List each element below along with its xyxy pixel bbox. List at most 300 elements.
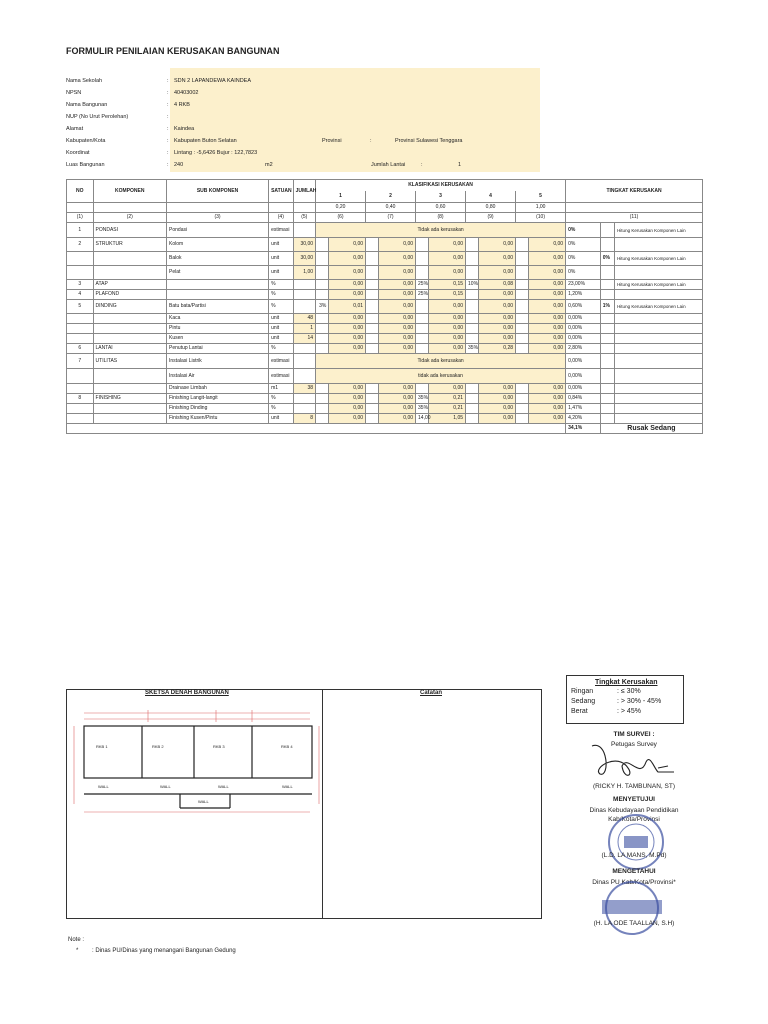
info-label: Nama Sekolah (66, 78, 103, 84)
cell-komponen (93, 369, 166, 384)
cell-percent (466, 404, 479, 414)
cell-no: 8 (67, 394, 94, 404)
cell-value: 0,00 (329, 404, 366, 414)
cell-percent (316, 252, 329, 266)
weight-cell: 1,00 (516, 203, 566, 213)
table-row (67, 223, 703, 238)
cell-percent (366, 314, 379, 324)
table-row (67, 238, 703, 252)
cell-jumlah (293, 354, 315, 369)
cell-tingkat-sum (600, 384, 614, 394)
cell-tingkat-sum: 0% (600, 252, 614, 266)
cell-sub: Instalasi Air (167, 369, 269, 384)
cell-no: 6 (67, 344, 94, 354)
cell-jumlah: 8 (293, 414, 315, 424)
cell-hitung (615, 404, 703, 414)
cell-komponen: PLAFOND (93, 290, 166, 300)
cell-tingkat: 23,00% (566, 280, 601, 290)
cell-satuan: m1 (269, 384, 293, 394)
cell-tingkat: 0,00% (566, 354, 601, 369)
cell-value: 0,00 (479, 394, 516, 404)
cell-tingkat: 0,00% (566, 384, 601, 394)
cell-value: 0,21 (429, 394, 466, 404)
cell-tingkat-sum (600, 223, 614, 238)
cell-percent (416, 324, 429, 334)
mengetahui: MENGETAHUI (612, 868, 656, 875)
cell-sub: Pelat (167, 266, 269, 280)
cell-tingkat: 0,00% (566, 369, 601, 384)
cell-value: 0,00 (379, 344, 416, 354)
cell-percent: 35% (416, 394, 429, 404)
table-row (67, 394, 703, 404)
cell-value: 0,00 (429, 300, 466, 314)
col-jumlah: JUMLAH (293, 180, 315, 203)
cell-sub: Instalasi Listrik (167, 354, 269, 369)
cell-percent (466, 324, 479, 334)
cell-percent (366, 300, 379, 314)
cell-jumlah: 30,00 (293, 238, 315, 252)
col-number: (10) (516, 213, 566, 223)
cell-value: 0,00 (529, 314, 566, 324)
dinas-pendidikan: Dinas Kebudayaan Pendidikan (589, 807, 679, 814)
cell-percent (316, 394, 329, 404)
cell-percent (416, 344, 429, 354)
cell-jumlah: 48 (293, 314, 315, 324)
cell-hitung (615, 344, 703, 354)
cell-value: 0,00 (329, 324, 366, 334)
catatan-title: Catatan (420, 690, 443, 696)
cell-percent (466, 334, 479, 344)
info-label: Kabupaten/Kota (66, 138, 106, 144)
cell-jumlah: 1 (293, 324, 315, 334)
svg-text:WALL: WALL (98, 784, 109, 789)
cell-sub: Finishing Langit-langit (167, 394, 269, 404)
cell-tingkat: 1,20% (566, 290, 601, 300)
cell-percent (466, 384, 479, 394)
cell-value: 0,00 (329, 384, 366, 394)
cell-value: 0,15 (429, 290, 466, 300)
cell-komponen (93, 252, 166, 266)
cell-value: 0,00 (329, 394, 366, 404)
cell-hitung (615, 414, 703, 424)
info-label: NUP (No Urut Perolehan) (66, 114, 129, 120)
col-number: (2) (93, 213, 166, 223)
cell-percent (466, 238, 479, 252)
cell-tingkat-sum (600, 314, 614, 324)
info-value: Kabupaten Buton Selatan (174, 138, 237, 144)
cell-hitung (615, 354, 703, 369)
table-row (67, 344, 703, 354)
info-value: 4 RKB (174, 102, 190, 108)
cell-value: 0,01 (329, 300, 366, 314)
col-klasifikasi: KLASIFIKASI KERUSAKAN (316, 180, 566, 192)
cell-jumlah (293, 369, 315, 384)
cell-percent (466, 300, 479, 314)
cell-hitung (615, 334, 703, 344)
cell-tingkat: 1,47% (566, 404, 601, 414)
approver-name: (L.D. LA MANS, M.Pd) (601, 852, 667, 859)
cell-percent (366, 252, 379, 266)
cell-value: 0,00 (379, 238, 416, 252)
cell-value: 0,00 (329, 290, 366, 300)
level-header: 2 (366, 191, 416, 203)
cell-merged: Tidak ada kerusakan (316, 354, 566, 369)
cell-value: 0,00 (329, 280, 366, 290)
cell-percent (416, 238, 429, 252)
cell-value: 0,00 (429, 344, 466, 354)
cell-komponen (93, 334, 166, 344)
cell-value: 0,00 (429, 314, 466, 324)
cell-percent (316, 314, 329, 324)
cell-percent (366, 414, 379, 424)
dinas-pu: Dinas PU Kab/Kota/Provinsi* (592, 879, 676, 886)
cell-no (67, 334, 94, 344)
cell-komponen (93, 404, 166, 414)
cell-value: 0,00 (329, 344, 366, 354)
cell-percent (316, 414, 329, 424)
cell-percent (366, 404, 379, 414)
weight-cell: 0,60 (416, 203, 466, 213)
cell-percent (316, 266, 329, 280)
cell-satuan: % (269, 290, 293, 300)
table-row (67, 252, 703, 266)
cell-value: 0,00 (379, 324, 416, 334)
cell-merged: tidak ada kerusakan (316, 369, 566, 384)
cell-satuan: % (269, 280, 293, 290)
cell-jumlah: 38 (293, 384, 315, 394)
cell-jumlah (293, 290, 315, 300)
info-label: Alamat (66, 126, 84, 132)
table-row (67, 290, 703, 300)
cell-percent (516, 384, 529, 394)
cell-tingkat-sum (600, 344, 614, 354)
cell-percent (516, 334, 529, 344)
cell-value: 0,00 (529, 252, 566, 266)
school-info: Nama Sekolah : SDN 2 LAPANDEWA KAINDEA NPSN : 40403002 Nama Bangunan : 4 RKB NUP (No Urut Perolehan) : Alamat : Kaindea Kabupaten/Kota : Kabupaten Buton Selatan Koordinat : Lintang : -5,6426 Bujur : 122,7823 Luas Bangunan : 240 Provinsi : Provinsi Sulawesi Tenggara m2 Jumlah Lantai : 1 (66, 66, 540, 172)
cell-value: 0,00 (479, 238, 516, 252)
cell-value: 0,15 (429, 280, 466, 290)
cell-sub: Kolom (167, 238, 269, 252)
cell-percent (366, 290, 379, 300)
cell-value: 1,05 (429, 414, 466, 424)
cell-sub (167, 280, 269, 290)
info-value: Lintang : -5,6426 Bujur : 122,7823 (174, 150, 258, 156)
cell-value: 0,00 (479, 404, 516, 414)
svg-text:WALL: WALL (282, 784, 293, 789)
cell-komponen: FINISHING (93, 394, 166, 404)
cell-tingkat-sum (600, 290, 614, 300)
cell-no: 4 (67, 290, 94, 300)
room-label: RKB 1 (96, 744, 108, 749)
cell-tingkat-sum (600, 354, 614, 369)
cell-komponen: DINDING (93, 300, 166, 314)
weight-cell: 0,40 (366, 203, 416, 213)
cell-jumlah (293, 223, 315, 238)
cell-hitung (615, 394, 703, 404)
cell-no (67, 324, 94, 334)
cell-tingkat-sum (600, 334, 614, 344)
cell-value: 0,00 (529, 404, 566, 414)
col-number: (4) (269, 213, 293, 223)
cell-value: 0,00 (379, 300, 416, 314)
cell-percent (366, 394, 379, 404)
level-header: 1 (316, 191, 366, 203)
col-number: (9) (466, 213, 516, 223)
cell-tingkat: 0,00% (566, 334, 601, 344)
cell-no: 1 (67, 223, 94, 238)
form-title: FORMULIR PENILAIAN KERUSAKAN BANGUNAN (66, 46, 280, 56)
room-label: RKB 3 (213, 744, 225, 749)
cell-no (67, 369, 94, 384)
cell-tingkat: 0% (566, 266, 601, 280)
col-number: (3) (167, 213, 269, 223)
cell-value: 0,00 (529, 290, 566, 300)
level-header: 5 (516, 191, 566, 203)
petugas-name: (RICKY H. TAMBUNAN, ST) (593, 783, 675, 790)
cell-value: 0,00 (479, 334, 516, 344)
cell-percent: 10% (466, 280, 479, 290)
luas-unit: m2 (265, 162, 273, 168)
cell-percent (516, 280, 529, 290)
cell-hitung (615, 369, 703, 384)
cell-value: 0,00 (479, 314, 516, 324)
cell-value: 0,00 (329, 314, 366, 324)
cell-satuan: unit (269, 252, 293, 266)
cell-tingkat: 0% (566, 223, 601, 238)
info-value: Kaindea (174, 126, 195, 132)
info-value: 240 (174, 162, 184, 168)
col-tingkat: TINGKAT KERUSAKAN (566, 180, 703, 203)
cell-value: 0,00 (529, 266, 566, 280)
cell-value: 0,21 (429, 404, 466, 414)
cell-tingkat: 0% (566, 252, 601, 266)
col-number: (8) (416, 213, 466, 223)
cell-percent (466, 266, 479, 280)
cell-value: 0,00 (529, 414, 566, 424)
level-header: 3 (416, 191, 466, 203)
note-star: * (76, 948, 79, 954)
cell-sub: Penutup Lantai (167, 344, 269, 354)
cell-tingkat: 0,60% (566, 300, 601, 314)
jumlah-lantai-value: 1 (458, 162, 462, 168)
cell-value: 0,00 (379, 414, 416, 424)
cell-satuan: estimasi (269, 354, 293, 369)
cell-value: 0,00 (479, 266, 516, 280)
cell-value: 0,00 (329, 414, 366, 424)
cell-satuan: unit (269, 238, 293, 252)
cell-percent (366, 384, 379, 394)
cell-percent (516, 324, 529, 334)
cell-komponen (93, 266, 166, 280)
cell-tingkat-sum (600, 414, 614, 424)
cell-satuan: % (269, 404, 293, 414)
cell-satuan: unit (269, 334, 293, 344)
room-label: RKB 2 (152, 744, 164, 749)
weight-cell: 0,80 (466, 203, 516, 213)
cell-value: 0,00 (429, 384, 466, 394)
cell-percent (466, 394, 479, 404)
cell-satuan: % (269, 300, 293, 314)
room-label: RKB 4 (281, 744, 293, 749)
cell-jumlah: 30,00 (293, 252, 315, 266)
cell-komponen (93, 314, 166, 324)
table-row (67, 266, 703, 280)
cell-percent (516, 414, 529, 424)
damage-table (66, 179, 703, 434)
cell-value: 0,00 (529, 394, 566, 404)
cell-value: 0,00 (329, 238, 366, 252)
damage-legend: Tingkat Kerusakan Ringan : ≤ 30% Sedang : > 30% - 45% Berat : > 45% (566, 675, 684, 724)
table-row (67, 384, 703, 394)
cell-value: 0,00 (479, 300, 516, 314)
cell-value: 0,00 (379, 252, 416, 266)
cell-jumlah: 14 (293, 334, 315, 344)
cell-sub: Kusen (167, 334, 269, 344)
cell-percent (316, 324, 329, 334)
cell-no (67, 266, 94, 280)
cell-value: 0,00 (529, 384, 566, 394)
cell-hitung: Hitung Kerusakan Komponen Lain (615, 223, 703, 238)
cell-sub: Finishing Dinding (167, 404, 269, 414)
cell-value: 0,00 (429, 266, 466, 280)
cell-percent: 35% (466, 344, 479, 354)
provinsi-label: Provinsi (322, 138, 342, 144)
cell-sub: Kaca (167, 314, 269, 324)
cell-tingkat-sum (600, 280, 614, 290)
cell-satuan: estimasi (269, 369, 293, 384)
cell-sub (167, 290, 269, 300)
signature-1 (588, 738, 680, 784)
cell-komponen: LANTAI (93, 344, 166, 354)
table-row (67, 324, 703, 334)
cell-hitung: Hitung Kerusakan Komponen Lain (615, 300, 703, 314)
cell-sub: Balok (167, 252, 269, 266)
cell-value: 0,00 (529, 334, 566, 344)
col-number: (7) (366, 213, 416, 223)
cell-value: 0,00 (479, 384, 516, 394)
info-value: 40403002 (174, 90, 199, 96)
cell-hitung (615, 290, 703, 300)
cell-hitung (615, 324, 703, 334)
cell-tingkat: 2,80% (566, 344, 601, 354)
cell-value: 0,00 (479, 324, 516, 334)
info-value: SDN 2 LAPANDEWA KAINDEA (174, 78, 252, 84)
cell-value: 0,00 (379, 394, 416, 404)
stamp-2 (590, 880, 674, 940)
note-label: Note : (68, 937, 85, 943)
col-komponen: KOMPONEN (93, 180, 166, 203)
cell-jumlah (293, 300, 315, 314)
cell-value: 0,00 (379, 290, 416, 300)
cell-value: 0,00 (329, 334, 366, 344)
cell-percent (516, 394, 529, 404)
info-label: Luas Bangunan (66, 162, 105, 168)
acknowledger-name: (H. LA ODE TAALLAN, S.H) (593, 920, 675, 927)
cell-value: 0,00 (529, 324, 566, 334)
dinas-pendidikan-level: Kab/Kota/Provinsi (608, 816, 660, 823)
cell-hitung (615, 314, 703, 324)
table-row (67, 280, 703, 290)
cell-tingkat-sum (600, 266, 614, 280)
cell-tingkat-sum (600, 394, 614, 404)
cell-tingkat: 0,00% (566, 324, 601, 334)
petugas-label: Petugas Survey (611, 741, 657, 748)
cell-value: 0,00 (379, 280, 416, 290)
cell-percent (416, 314, 429, 324)
table-row (67, 334, 703, 344)
table-row (67, 300, 703, 314)
cell-hitung (615, 384, 703, 394)
cell-value: 0,00 (479, 414, 516, 424)
cell-sub: Batu bata/Partisi (167, 300, 269, 314)
info-label: Nama Bangunan (66, 102, 108, 108)
col-satuan: SATUAN (269, 180, 293, 203)
cell-komponen: UTILITAS (93, 354, 166, 369)
menyetujui: MENYETUJUI (613, 796, 655, 803)
cell-percent (466, 314, 479, 324)
cell-satuan: % (269, 344, 293, 354)
cell-no: 7 (67, 354, 94, 369)
cell-no (67, 314, 94, 324)
cell-no (67, 404, 94, 414)
cell-tingkat-sum (600, 369, 614, 384)
cell-percent: 35% (416, 404, 429, 414)
cell-komponen (93, 384, 166, 394)
cell-value: 0,00 (429, 324, 466, 334)
cell-percent (466, 252, 479, 266)
cell-percent (366, 266, 379, 280)
cell-percent (316, 280, 329, 290)
col-number: (1) (67, 213, 94, 223)
cell-value: 0,00 (479, 290, 516, 300)
cell-jumlah (293, 394, 315, 404)
cell-percent (366, 334, 379, 344)
table-row (67, 354, 703, 369)
cell-percent (316, 384, 329, 394)
table-row (67, 314, 703, 324)
cell-percent: 3% (316, 300, 329, 314)
cell-komponen (93, 414, 166, 424)
total-cell: 34,1% (566, 424, 601, 434)
cell-satuan: estimasi (269, 223, 293, 238)
cell-jumlah: 1,00 (293, 266, 315, 280)
cell-percent (466, 414, 479, 424)
cell-value: 0,00 (329, 252, 366, 266)
cell-hitung: Hitung Kerusakan Komponen Lain (615, 252, 703, 266)
cell-percent (416, 334, 429, 344)
col-sub: SUB KOMPONEN (167, 180, 269, 203)
cell-percent (366, 344, 379, 354)
cell-percent (516, 266, 529, 280)
cell-tingkat-sum (600, 404, 614, 414)
cell-value: 0,00 (379, 404, 416, 414)
cell-value: 0,28 (479, 344, 516, 354)
cell-satuan: unit (269, 324, 293, 334)
svg-text:WALL: WALL (218, 784, 229, 789)
cell-tingkat-sum (600, 238, 614, 252)
col-number: (6) (316, 213, 366, 223)
cell-komponen: PONDASI (93, 223, 166, 238)
cell-percent: 14,00 (416, 414, 429, 424)
cell-value: 0,00 (479, 252, 516, 266)
provinsi-value: Provinsi Sulawesi Tenggara (395, 138, 463, 144)
cell-value: 0,00 (379, 334, 416, 344)
note-text: : Dinas PU/Dinas yang menangani Bangunan Gedung (92, 948, 236, 954)
cell-percent (416, 384, 429, 394)
cell-no: 5 (67, 300, 94, 314)
cell-value: 0,00 (429, 334, 466, 344)
table-row (67, 404, 703, 414)
